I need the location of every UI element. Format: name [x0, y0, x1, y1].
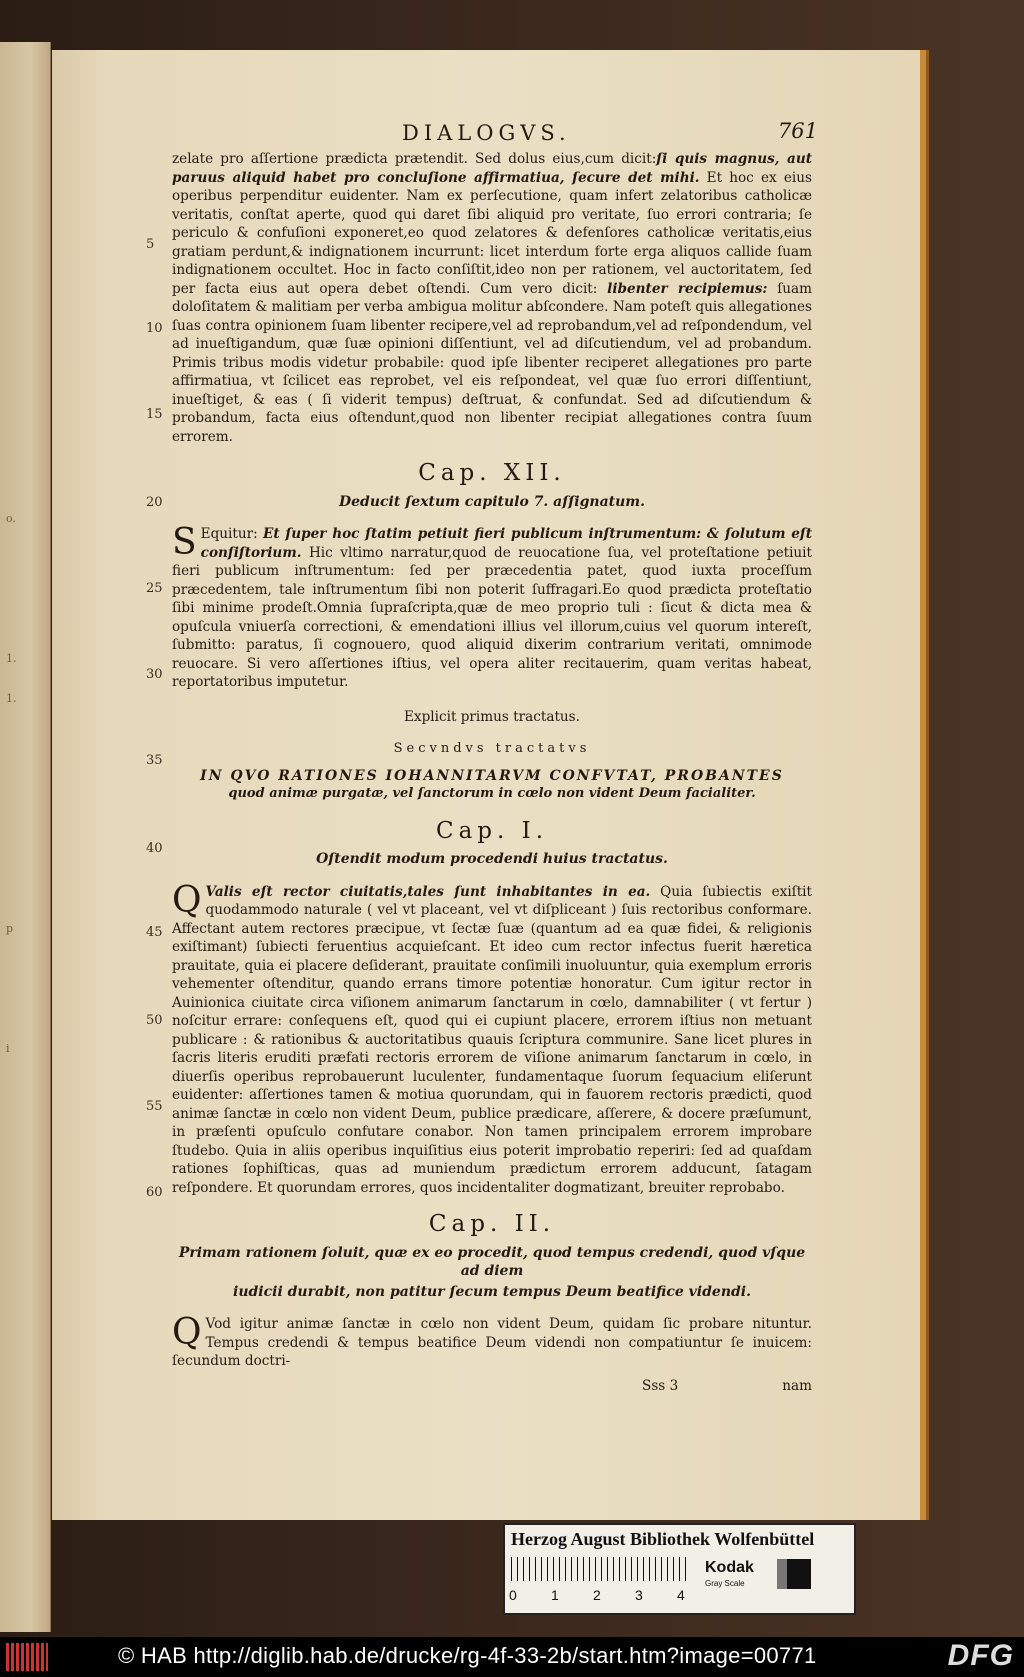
drop-cap: S: [172, 522, 197, 563]
barcode-icon: [6, 1643, 48, 1671]
ruler-scale: [511, 1557, 687, 1581]
chapter-heading-xii: Cap. XII.: [418, 460, 566, 486]
left-facing-page-edge: [0, 42, 51, 1632]
signature-mark: Sss 3: [642, 1377, 679, 1394]
kodak-logo: Kodak: [705, 1559, 754, 1576]
second-treatise-title-line2: quod animæ purgatæ, vel ſanctorum in cœlo non vident Deum facialiter.: [228, 786, 756, 801]
scale-number: 0: [509, 1587, 517, 1603]
text-run: Equitur:: [200, 526, 264, 542]
italic-run: Valis eſt rector ciuitatis,tales ſunt inhabitantes in ea.: [205, 883, 651, 900]
text-run: ſuam doloſitatem & malitiam per verba ambigua molitur abſcondere. Nam poteſt quis allegationes ſuas contra opinionem ſuam libenter recipere,vel ad reprobandum,vel ad reſpondendum, vel ad inueſtigandum, quæ ſuæ opinioni diſſentiunt, vel ad diſcutiendum, vel ad probandum. Primis tribus modis videtur probabile: quod ipſe libenter reciperet allegationes pro parte affirmatiua, vt ſcilicet eas reprobet, vel eis reſpondeat, vel quæ ſuo errori diſſentiunt, inueſtiget, & eas ( ſi viderit tempus) deſtruat, & confundat. Sed ad diſcutiendum & probandum, facta eius oſtendunt,quod non libenter recipiat allegationes contra ſuum errorem.: [172, 280, 813, 445]
text-run: Vod igitur animæ ſanctæ in cœlo non vident Deum, quidam ſic probare nituntur. Tempus credendi & tempus beatifice Deum videndi non compatiuntur ſe inuicem: ſecundum doctri-: [172, 1316, 812, 1369]
gray-scale-label: Gray Scale: [705, 1579, 745, 1588]
chapter-heading-i: Cap. I.: [435, 817, 549, 844]
paragraph-3: [172, 879, 812, 1198]
line-number: 15: [146, 407, 163, 422]
margin-mark: i: [6, 1042, 10, 1055]
running-head: [172, 119, 818, 150]
paragraph-4: [172, 1312, 812, 1371]
line-number: 55: [146, 1099, 163, 1114]
page-footer-line: [172, 1377, 812, 1399]
line-number: 10: [146, 321, 163, 336]
italic-run: Et ſuper hoc ſtatim petiuit fieri publicum inſtrumentum: & ſolutum eſt conſiſtorium.: [200, 526, 812, 561]
line-number: 35: [146, 753, 163, 768]
text-run: zelate pro aſſertione prædicta prætendit. Sed dolus eius,cum dicit:: [172, 151, 657, 167]
italic-run: libenter recipiemus:: [607, 280, 768, 297]
scale-number: 4: [677, 1587, 685, 1603]
text-run: Quia ſubiectis exiſtit quodammodo naturale ( vel vt placeant, vel vt diſpliceant ) ſuis rectoribus conformare. Affectant autem rectores præcipue, vt ſectæ ſuæ (quantum ad ea quæ fidei, & religionis exiſtimant) ſubiecti feruentius acquieſcant. Et ideo cum rector infectus fuerit hæretica prauitate, quia ei placere deſiderant, prauitate conſimili inuoluuntur, quia exemplum erroris vehementer oſtenditur, quando errans timore potentiæ honoratur. Cum igitur rector in Auinionica ciuitate circa viſionem animarum ſanctarum in cœlo, damnabiliter ( vt fertur ) noſcitur errare: conſequens eſt, quod qui ei cupiunt placere, errorem iſtius non metuant publicare : & rationibus & auctoritatibus quauis ſcriptura communire. Sane licet plures in ſacris literis eruditi præfati rectoris errorem de viſione animarum ſanctarum in cœlo, in diuerſis operibus reprobauerunt luculenter, fundamentaque ſuorum ſequacium eliſerunt euidenter: aſſertiones tamen & motiua quorundam, qui in fauorem rectoris prædicti, quod animæ ſanctæ in cœlo non vident Deum, publice prædicare, aſſerere, & docere præſumunt, in præſenti opuſculo confutare conabor. Non tamen principalem errorem improbare ſtudebo. Quia in aliis operibus inquiſitius eius poterit improbatio reperiri: ſed ad quaſdam rationes ſophiſticas, quas ad muniendum prædictum errorem adducunt, ſatagam reſpondere. Et quorundam errores, quos incidentaliter dogmatizant, breuiter reprobabo.: [172, 883, 812, 1196]
source-url-link[interactable]: © HAB http://diglib.hab.de/drucke/rg-4f-33-2b/start.htm?image=00771: [118, 1643, 817, 1668]
margin-mark: o.: [6, 512, 16, 525]
catchword: nam: [782, 1377, 812, 1394]
viewer-footer-bar: [0, 1637, 1024, 1677]
folio-number: 761: [777, 119, 818, 143]
line-number: 45: [146, 925, 163, 940]
scale-number: 2: [593, 1587, 601, 1603]
paragraph-1: [172, 150, 812, 446]
margin-mark: p: [6, 922, 14, 935]
chapter-heading-ii: Cap. II.: [428, 1211, 556, 1237]
italic-run: ſi quis magnus, aut paruus aliquid habet pro concluſione affirmatiua, ſecure det mihi.: [172, 151, 812, 186]
chapter-subtitle-i: Oſtendit modum procedendi huius tractatus.: [316, 851, 668, 867]
text-run: Hic vltimo narratur,quod de reuocatione ſua, vel proteſtatione petiuit fieri publicum inſtrumentum: ſed per præcedentia patet, quod iuxta proceſſum præcedentem, tale inſtrumentum ſibi non poterit ſuffragari.Eo quod prædicta proteſtatio ſibi minime prodeſt.Omnia ſupraſcripta,quæ de meo proprio tuli : ſicut & dicta mea & opuſcula vniuerſa correctioni, & emendationi illius vel illorum,cuius vel quorum intereſt, ſubmitto: paratus, ſi cognouero, quod aliquid dixerim contrarium veritati, omnimode reuocare. Si vero aſſertiones iſtius, vel opera aliter recitauerim, quam veritas habeat, reportatoribus imputetur.: [172, 544, 812, 690]
chapter-subtitle-ii-line2: iudicii durabit, non patitur ſecum tempus Deum beatifice videndi.: [233, 1283, 751, 1300]
second-treatise-title-line1: IN QVO RATIONES IOHANNITARVM CONFVTAT, PROBANTES: [200, 767, 784, 784]
second-treatise-heading: Secvndvs tractatvs: [393, 741, 591, 756]
drop-cap: Q: [172, 879, 202, 921]
explicit-line: Explicit primus tractatus.: [404, 708, 580, 725]
margin-mark: 1.: [6, 652, 17, 665]
line-number: 40: [146, 841, 163, 856]
drop-cap: Q: [172, 1312, 202, 1353]
paragraph-2: [172, 522, 812, 692]
line-number: 25: [146, 581, 163, 596]
line-number: 20: [146, 495, 163, 510]
line-number: 5: [146, 237, 155, 252]
page-text-block: [146, 119, 818, 1399]
color-reference-card: [503, 1523, 856, 1615]
scale-number: 1: [551, 1587, 559, 1603]
running-head-title: DIALOGVS.: [402, 121, 571, 145]
text-run: Et hoc ex eius operibus perpenditur euidenter. Nam ex perſecutione, quam infert zelatoribus catholicæ veritatis, conſtat aperte, quod qui daret ſibi aliquid pro veritate, ſuo errori contraria; ſe periculo & confuſioni exponeret,eo quod zelatores & defenſores catholicæ veritatis,eius gratiam perdunt,& indignationem incurrunt: licet interdum forte erga aliquos callide ſuam indignationem occultet. Hoc in facto conſiſtit,ideo non per rationem, vel auctoritatem, ſed per facta eius aut opera debet oſtendi. Cum vero dicit:: [172, 169, 812, 297]
chapter-subtitle-ii-line1: Primam rationem ſoluit, quæ ex eo procedit, quod tempus credendi, quod vſque ad diem: [178, 1244, 806, 1279]
line-number: 60: [146, 1185, 163, 1200]
line-number: 50: [146, 1013, 163, 1028]
scale-number: 3: [635, 1587, 643, 1603]
book-page: [52, 50, 920, 1520]
margin-mark: 1.: [6, 692, 17, 705]
dfg-logo: DFG: [947, 1639, 1014, 1672]
chapter-subtitle-xii: Deducit ſextum capitulo 7. aſſignatum.: [339, 493, 645, 510]
gray-swatch: [777, 1559, 811, 1589]
card-title: Herzog August Bibliothek Wolfenbüttel: [511, 1529, 815, 1549]
line-number: 30: [146, 667, 163, 682]
